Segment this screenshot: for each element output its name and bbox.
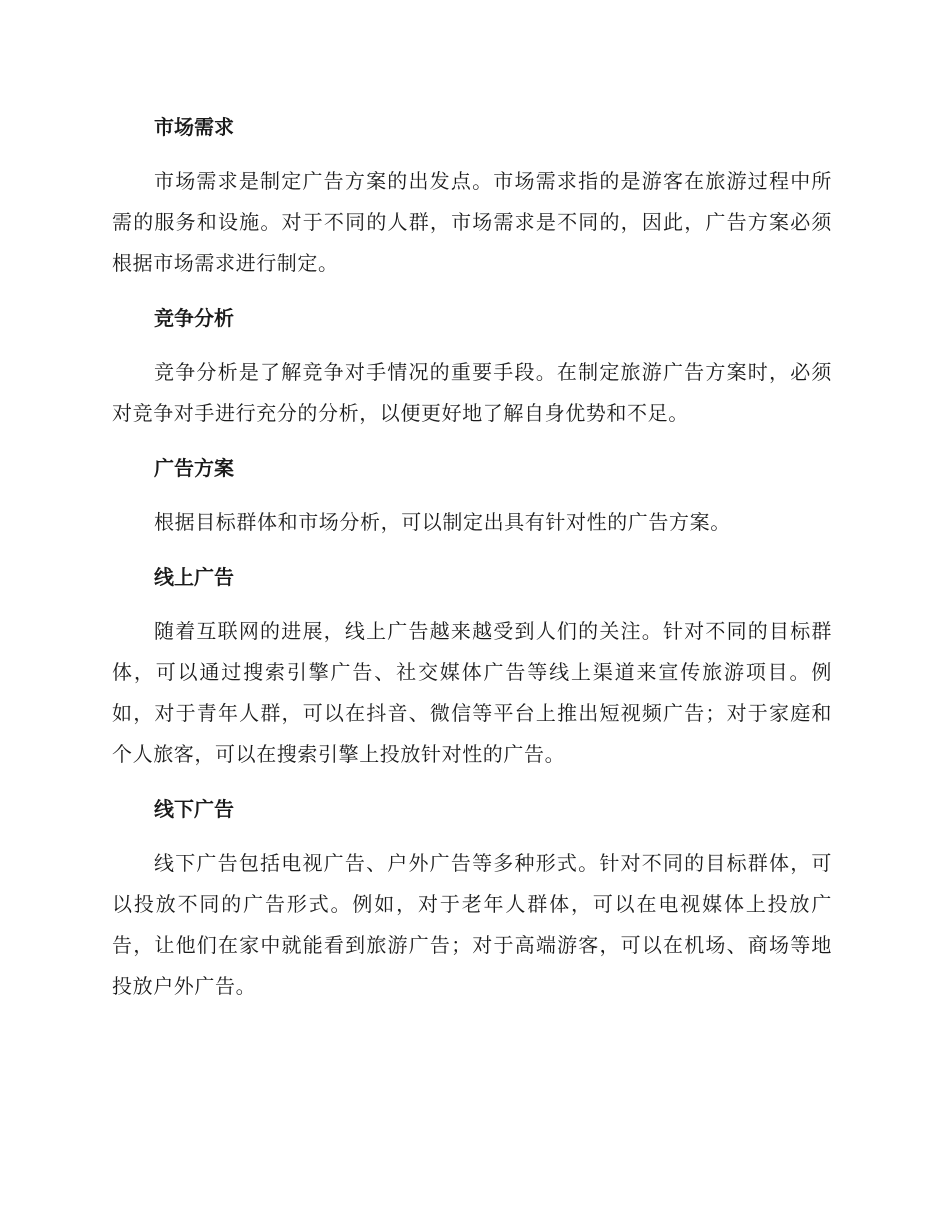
section-paragraph: 根据目标群体和市场分析，可以制定出具有针对性的广告方案。 — [154, 510, 731, 534]
section-heading: 广告方案 — [154, 456, 234, 480]
section-heading: 市场需求 — [154, 115, 234, 139]
section-paragraph: 线下广告包括电视广告、户外广告等多种形式。针对不同的目标群体，可以投放不同的广告形式。例如，对于老年人群体，可以在电视媒体上投放广告，让他们在家中就能看到旅游广告；对于高端游客，可以在机场、商场等地投放户外广告。 — [112, 851, 832, 998]
section-online-ads — [112, 557, 832, 775]
section-paragraph: 竞争分析是了解竞争对手情况的重要手段。在制定旅游广告方案时，必须对竞争对手进行充分的分析，以便更好地了解自身优势和不足。 — [112, 360, 832, 425]
document-page — [112, 107, 832, 1021]
section-offline-ads — [112, 789, 832, 1007]
section-heading: 线上广告 — [154, 565, 234, 589]
section-market-demand — [112, 107, 832, 284]
section-competition-analysis — [112, 298, 832, 434]
section-ad-plan — [112, 448, 832, 543]
section-paragraph: 随着互联网的进展，线上广告越来越受到人们的关注。针对不同的目标群体，可以通过搜索引擎广告、社交媒体广告等线上渠道来宣传旅游项目。例如，对于青年人群，可以在抖音、微信等平台上推出短视频广告；对于家庭和个人旅客，可以在搜索引擎上投放针对性的广告。 — [112, 619, 832, 766]
section-heading: 竞争分析 — [154, 306, 234, 330]
section-paragraph: 市场需求是制定广告方案的出发点。市场需求指的是游客在旅游过程中所需的服务和设施。对于不同的人群，市场需求是不同的，因此，广告方案必须根据市场需求进行制定。 — [112, 169, 832, 275]
section-heading: 线下广告 — [154, 797, 234, 821]
